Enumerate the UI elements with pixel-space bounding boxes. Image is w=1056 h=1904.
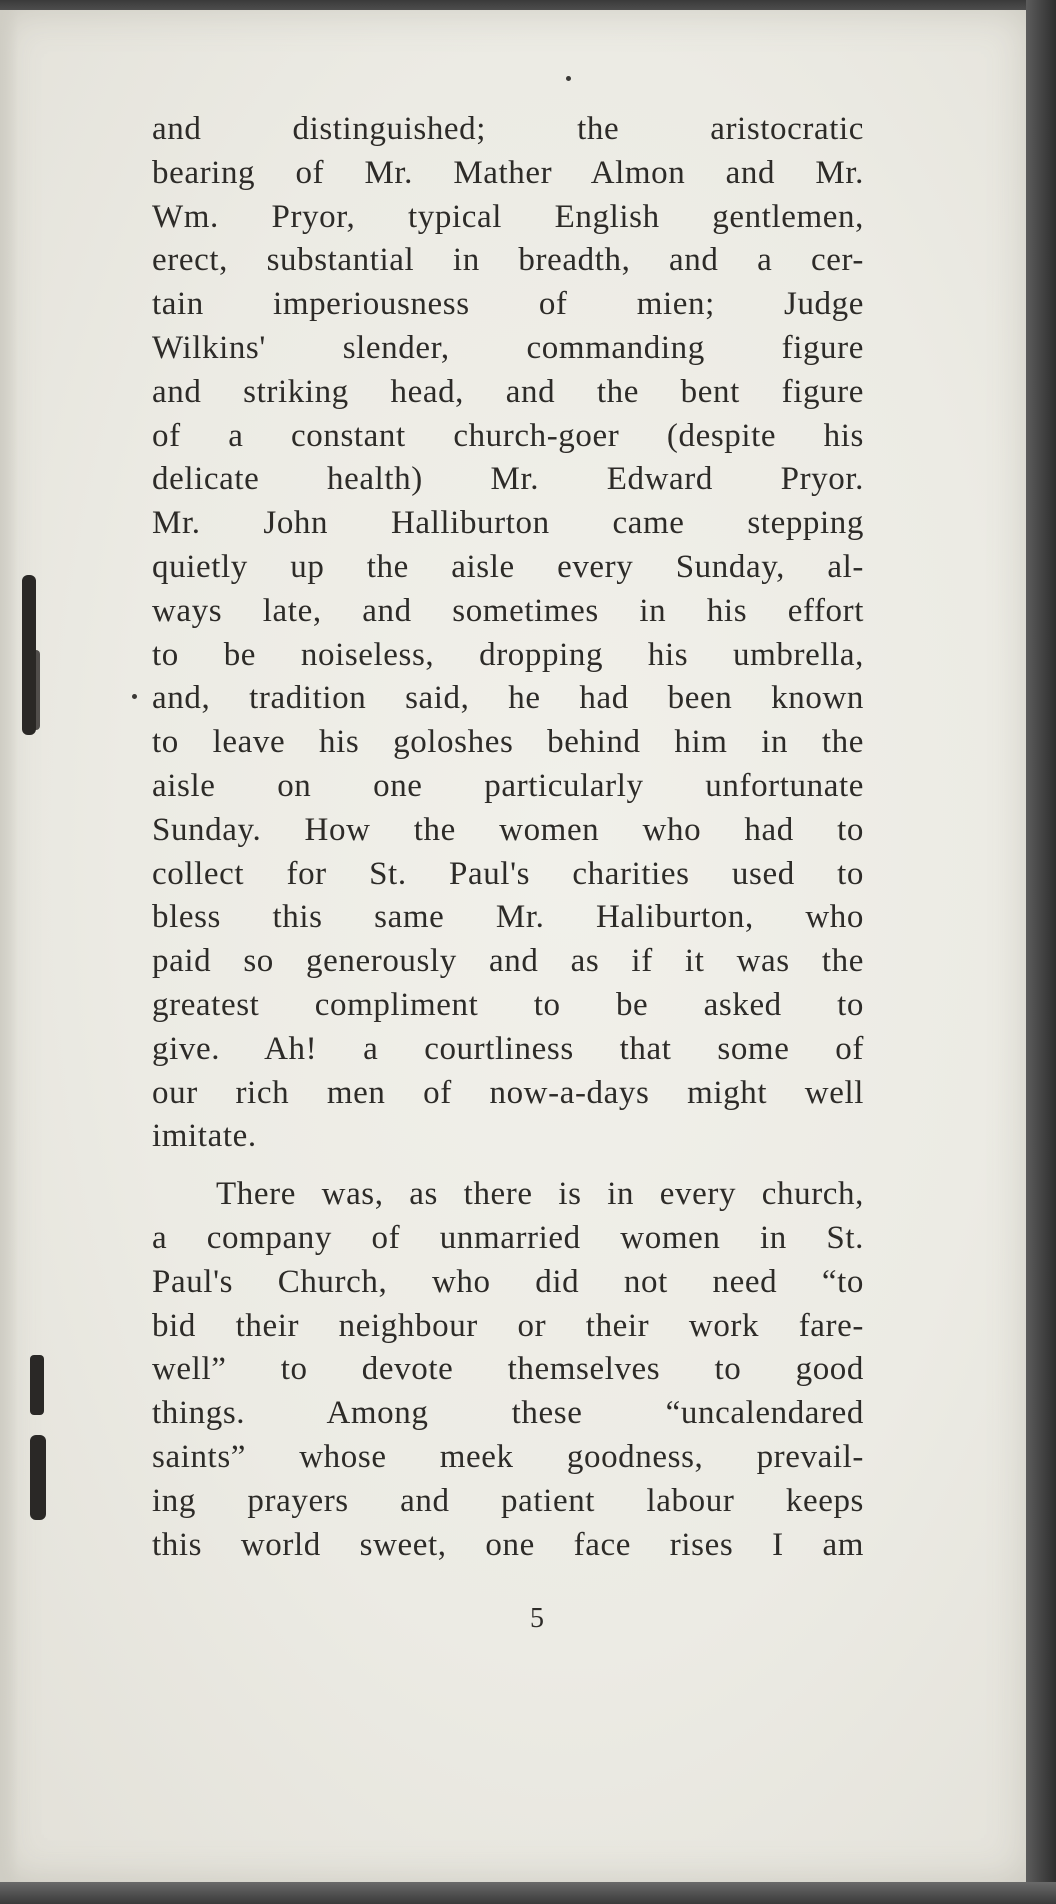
text-line: aisle on one particularly unfortunate [152,767,864,804]
paragraph-2 [152,1173,864,1567]
text-line: well” to devote themselves to good [152,1351,864,1388]
text-line: erect, substantial in breadth, and a cer- [152,242,864,279]
text-line: saints” whose meek goodness, prevail- [152,1438,864,1475]
speck-top [566,76,571,81]
text-line: delicate health) Mr. Edward Pryor. [152,461,864,498]
page-text [152,108,864,1567]
binding-mark-lower-tail [30,1435,46,1520]
text-line: and distinguished; the aristocratic [152,111,864,147]
paragraph-gap [152,1159,864,1173]
text-line: Paul's Church, who did not need “to [152,1263,864,1300]
text-line: to leave his goloshes behind him in the [152,724,864,761]
text-line: bearing of Mr. Mather Almon and Mr. [152,154,864,191]
text-line: things. Among these “uncalendared [152,1395,864,1432]
page-number: 5 [530,1603,544,1634]
scan-bottom-edge [0,1882,1056,1904]
text-line: collect for St. Paul's charities used to [152,855,864,892]
text-line: Wm. Pryor, typical English gentlemen, [152,198,864,235]
text-line: our rich men of now-a-days might well [152,1074,864,1111]
text-line: ing prayers and patient labour keeps [152,1482,864,1519]
speck-left [132,694,137,699]
text-line: give. Ah! a courtliness that some of [152,1030,864,1067]
text-line: to be noiseless, dropping his umbrella, [152,636,864,673]
text-line: greatest compliment to be asked to [152,986,864,1023]
text-line: paid so generously and as if it was the [152,943,864,980]
text-line: There was, as there is in every church, [216,1176,864,1213]
text-line: ways late, and sometimes in his effort [152,592,864,629]
text-line: tain imperiousness of mien; Judge [152,286,864,323]
scan-right-edge [1026,0,1056,1904]
text-line: this world sweet, one face rises I am [152,1526,864,1563]
text-line: bless this same Mr. Haliburton, who [152,899,864,936]
text-line: and striking head, and the bent figure [152,373,864,410]
text-line: and, tradition said, he had been known [152,680,864,717]
text-line: of a constant church-goer (despite his [152,417,864,454]
binding-mark-lower [30,1355,44,1415]
binding-mark-upper-tail [30,650,40,730]
gutter-shadow [0,10,18,1882]
text-line: Mr. John Halliburton came stepping [152,505,864,542]
text-line: Wilkins' slender, commanding figure [152,329,864,366]
text-line: bid their neighbour or their work fare- [152,1307,864,1344]
text-line: quietly up the aisle every Sunday, al- [152,548,864,585]
text-line: imitate. [152,1118,257,1155]
paragraph-1 [152,108,864,1159]
text-line: Sunday. How the women who had to [152,811,864,848]
text-line: a company of unmarried women in St. [152,1219,864,1256]
